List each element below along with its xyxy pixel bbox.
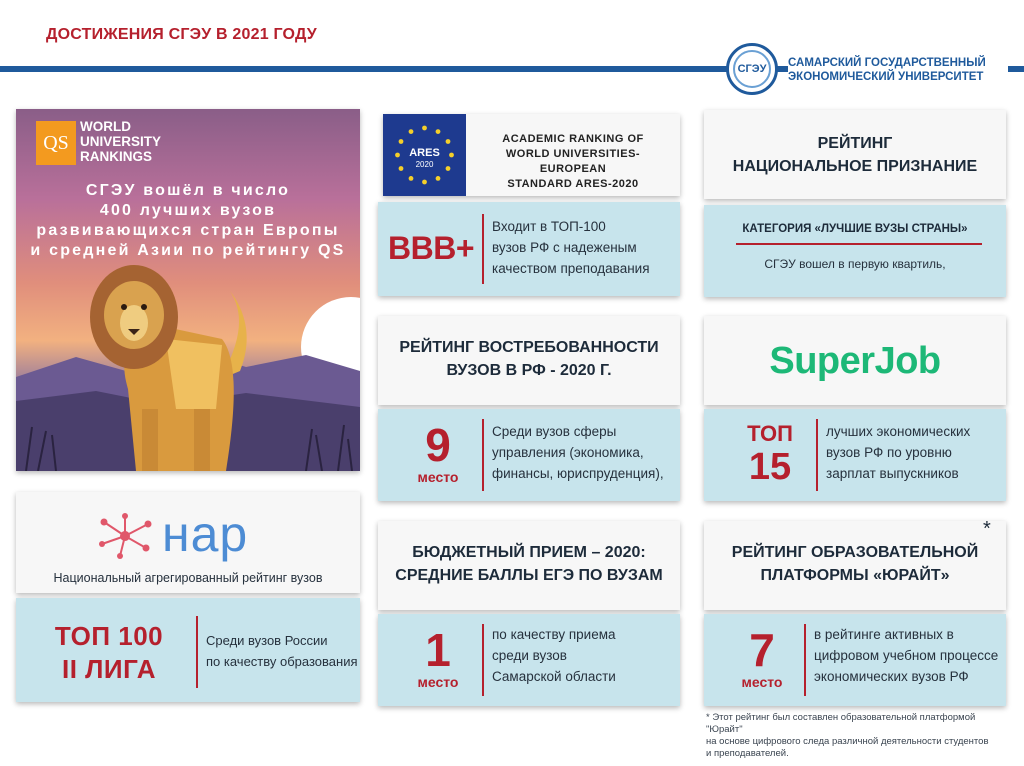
- qs-brand-line1: WORLD: [80, 119, 131, 134]
- budget-admission-result-card: [378, 614, 680, 706]
- qs-text-line2: 400 лучших вузов: [99, 202, 277, 219]
- urait-desc-line3: экономических вузов РФ: [814, 669, 969, 684]
- ares-title-line1: ACADEMIC RANKING OF: [502, 133, 644, 145]
- demand-title-line2: ВУЗОВ В РФ - 2020 Г.: [446, 362, 612, 379]
- superjob-top-value: 15: [748, 446, 792, 488]
- superjob-description: [826, 421, 970, 484]
- urait-rank-number: 7: [749, 624, 775, 676]
- urait-result-card: [704, 614, 1006, 706]
- urait-desc-line1: в рейтинге активных в: [814, 627, 954, 642]
- nar-subtitle: Национальный агрегированный рейтинг вузов: [53, 571, 323, 585]
- superjob-desc-line3: зарплат выпускников: [826, 466, 959, 481]
- budget-desc-line2: среди вузов: [492, 648, 567, 663]
- national-underline: [736, 243, 982, 245]
- university-name: [788, 56, 1008, 84]
- national-title-line1: РЕЙТИНГ: [817, 135, 893, 152]
- demand-rank: [396, 421, 480, 485]
- superjob-desc-line2: вузов РФ по уровню: [826, 445, 952, 460]
- superjob-header-card: [704, 316, 1006, 405]
- urait-asterisk: *: [983, 518, 991, 540]
- university-name-line1: САМАРСКИЙ ГОСУДАРСТВЕННЫЙ: [788, 57, 986, 69]
- qs-ranking-poster: [16, 109, 360, 471]
- urait-desc-line2: цифровом учебном процессе: [814, 648, 999, 663]
- eu-stars-icon: [383, 114, 466, 196]
- budget-title-line1: БЮДЖЕТНЫЙ ПРИЕМ – 2020:: [412, 544, 646, 561]
- urait-title: [704, 541, 1006, 587]
- superjob-top-label: ТОП: [747, 421, 793, 446]
- budget-description: [492, 624, 616, 687]
- nar-description: [206, 630, 358, 672]
- national-recognition-result-card: [704, 205, 1006, 297]
- qs-logo-icon: QS: [36, 121, 76, 165]
- urait-title-line1: РЕЙТИНГ ОБРАЗОВАТЕЛЬНОЙ: [731, 544, 979, 561]
- budget-desc-line1: по качеству приема: [492, 627, 616, 642]
- urait-rank: [720, 626, 804, 690]
- demand-desc-line3: финансы, юриспруденция),: [492, 466, 664, 481]
- national-note: СГЭУ вошел в первую квартиль,: [764, 257, 946, 271]
- ares-description: [492, 216, 650, 279]
- budget-rank: [396, 626, 480, 690]
- qs-achievement-text: [16, 181, 360, 261]
- demand-desc-line2: управления (экономика,: [492, 445, 644, 460]
- urait-description: [814, 624, 998, 687]
- urait-divider: [804, 624, 806, 696]
- superjob-divider: [816, 419, 818, 491]
- demand-rating-header-card: [378, 316, 680, 405]
- ares-grade: BBB+: [388, 230, 475, 266]
- ares-flag-label: ARES: [409, 147, 440, 159]
- ares-divider: [482, 214, 484, 284]
- ares-desc-line3: качеством преподавания: [492, 261, 650, 276]
- qs-text-line1: СГЭУ вошёл в число: [85, 182, 291, 199]
- budget-title-line2: СРЕДНИЕ БАЛЛЫ ЕГЭ ПО ВУЗАМ: [395, 567, 663, 584]
- qs-brand-line3: RANKINGS: [80, 149, 153, 164]
- university-name-line2: ЭКОНОМИЧЕСКИЙ УНИВЕРСИТЕТ: [788, 71, 984, 83]
- demand-rating-title: [378, 336, 680, 382]
- demand-description: [492, 421, 664, 484]
- ares-result-card: [378, 202, 680, 296]
- budget-divider: [482, 624, 484, 696]
- urait-rank-unit: место: [741, 674, 783, 690]
- national-title-line2: НАЦИОНАЛЬНОЕ ПРИЗНАНИЕ: [732, 158, 978, 175]
- urait-title-line2: ПЛАТФОРМЫ «ЮРАЙТ»: [760, 567, 950, 584]
- university-emblem-icon: [726, 43, 778, 95]
- emblem-text: СГЭУ: [733, 50, 771, 88]
- superjob-rank: [732, 421, 808, 487]
- nar-desc-line2: по качеству образования: [206, 654, 358, 669]
- ares-flag-year: 2020: [415, 160, 434, 169]
- qs-text-line3: развивающихся стран Европы: [36, 222, 340, 239]
- superjob-logo: SuperJob: [769, 340, 941, 382]
- nar-logo-text: нар: [162, 506, 249, 562]
- ares-desc-line1: Входит в ТОП-100: [492, 219, 606, 234]
- national-recognition-title: [704, 132, 1006, 178]
- qs-text-line4: и средней Азии по рейтингу QS: [30, 242, 346, 259]
- budget-title: [378, 541, 680, 587]
- nar-desc-line1: Среди вузов России: [206, 633, 328, 648]
- page-title: ДОСТИЖЕНИЯ СГЭУ В 2021 ГОДУ: [46, 26, 317, 43]
- nar-header-card: [16, 492, 360, 593]
- demand-rating-result-card: [378, 409, 680, 501]
- superjob-result-card: [704, 409, 1006, 501]
- urait-footnote: [706, 712, 1006, 760]
- ares-title-line2: WORLD UNIVERSITIES-EUROPEAN: [505, 148, 641, 175]
- budget-rank-number: 1: [425, 624, 451, 676]
- nar-rank: [34, 620, 184, 686]
- budget-rank-unit: место: [417, 674, 459, 690]
- ares-header-card: [383, 114, 680, 196]
- budget-desc-line3: Самарской области: [492, 669, 616, 684]
- ares-title: [473, 132, 673, 192]
- ares-desc-line2: вузов РФ с надеженым: [492, 240, 637, 255]
- demand-divider: [482, 419, 484, 491]
- nar-rank-line2: II ЛИГА: [62, 654, 156, 684]
- nar-result-card: [16, 598, 360, 702]
- nar-rank-line1: ТОП 100: [54, 621, 164, 651]
- demand-title-line1: РЕЙТИНГ ВОСТРЕБОВАННОСТИ: [399, 339, 659, 356]
- nar-divider: [196, 616, 198, 688]
- urait-header-card: [704, 521, 1006, 610]
- superjob-desc-line1: лучших экономических: [826, 424, 971, 439]
- demand-rank-number: 9: [425, 419, 451, 471]
- budget-admission-header-card: [378, 521, 680, 610]
- demand-desc-line1: Среди вузов сферы: [492, 424, 617, 439]
- footnote-line1: * Этот рейтинг был составлен образовательной платформой "Юрайт": [706, 712, 976, 735]
- qs-brand-line2: UNIVERSITY: [80, 134, 162, 149]
- demand-rank-unit: место: [417, 469, 459, 485]
- footnote-line2: на основе цифрового следа различной деятельности студентов: [706, 736, 989, 747]
- national-recognition-header-card: [704, 110, 1006, 199]
- ares-title-line3: STANDARD ARES-2020: [507, 178, 639, 190]
- qs-brand-text: [80, 119, 161, 164]
- eu-flag-icon: [383, 114, 466, 196]
- nar-network-icon: [94, 512, 156, 560]
- national-category: КАТЕГОРИЯ «ЛУЧШИЕ ВУЗЫ СТРАНЫ»: [742, 223, 968, 235]
- footnote-line3: и преподавателей.: [706, 748, 789, 759]
